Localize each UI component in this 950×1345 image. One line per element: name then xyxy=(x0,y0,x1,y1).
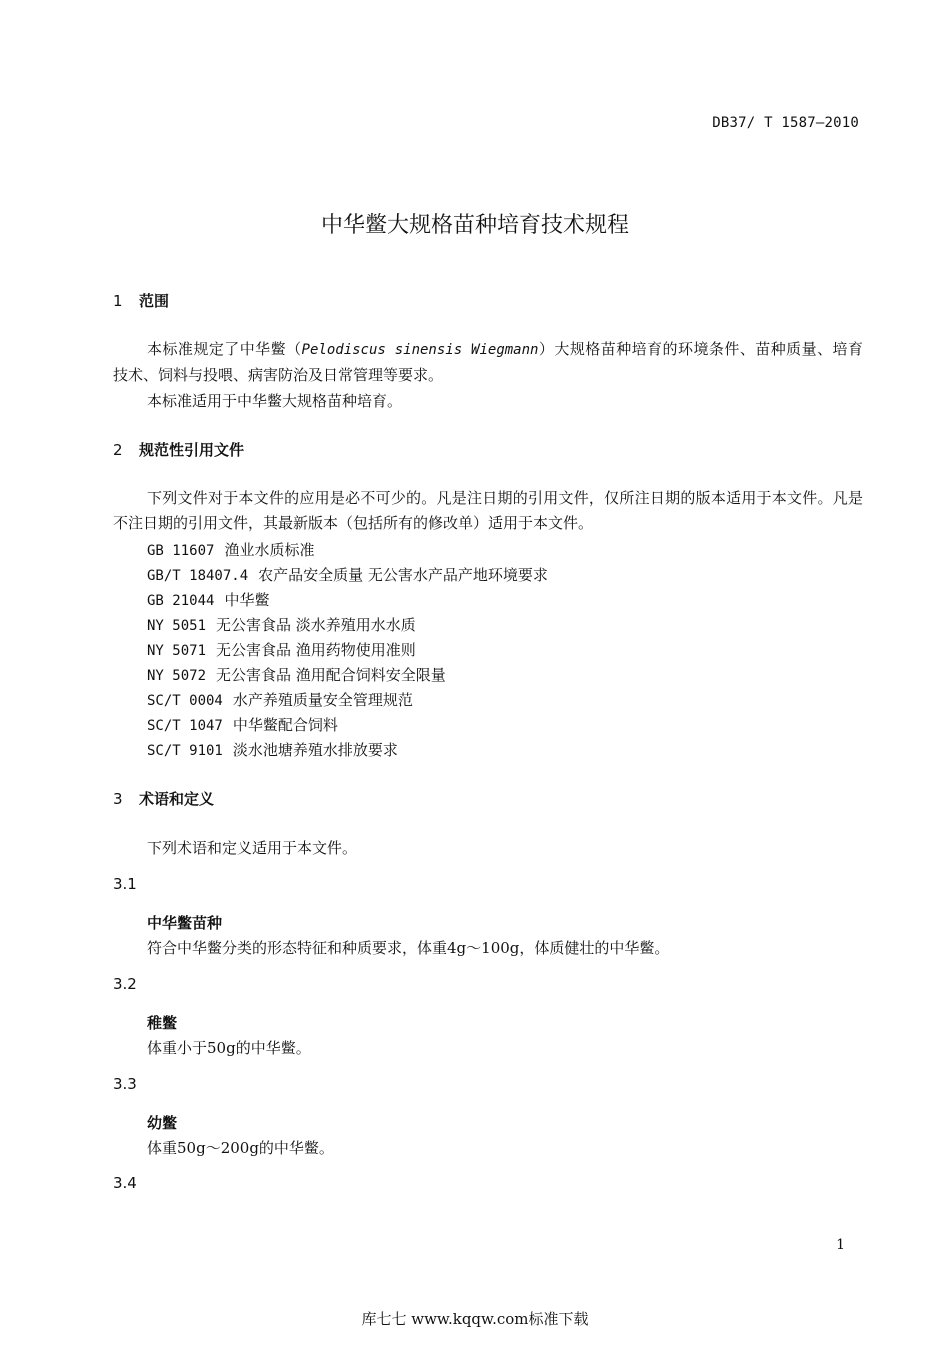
reference-code: SC/T 9101 xyxy=(147,743,223,759)
section-number: 2 xyxy=(113,441,123,459)
reference-code: NY 5071 xyxy=(147,643,207,659)
reference-code: GB/T 18407.4 xyxy=(147,568,249,584)
reference-item xyxy=(147,539,314,560)
scope-paragraph-2: 本标准适用于中华鳖大规格苗种培育。 xyxy=(147,392,403,410)
scope-paragraph-1 xyxy=(113,337,863,388)
reference-name: 无公害食品 渔用药物使用准则 xyxy=(216,641,416,659)
document-code: DB37/ T 1587—2010 xyxy=(712,115,859,131)
document-title: 中华鳖大规格苗种培育技术规程 xyxy=(320,213,629,238)
page-number: 1 xyxy=(836,1237,845,1253)
reference-name: 无公害食品 淡水养殖用水水质 xyxy=(216,616,416,634)
scope-text-post: ）大规格苗种培育的环境条件、苗种质量、培育技术、饲料与投喂、病害防治及日常管理等要求。 xyxy=(113,340,863,384)
term-name: 幼鳖 xyxy=(147,1114,178,1132)
terms-intro: 下列术语和定义适用于本文件。 xyxy=(147,839,358,857)
reference-item xyxy=(147,639,416,660)
reference-name: 农产品安全质量 无公害水产品产地环境要求 xyxy=(258,566,548,584)
term-definition: 符合中华鳖分类的形态特征和种质要求，体重4g～100g，体质健壮的中华鳖。 xyxy=(147,939,670,957)
reference-name: 无公害食品 渔用配合饲料安全限量 xyxy=(216,666,446,684)
latin-name: Pelodiscus sinensis Wiegmann xyxy=(301,342,539,358)
reference-code: GB 11607 xyxy=(147,543,215,559)
footer-watermark-text: 库七七 www.kqqw.com标准下载 xyxy=(361,1310,589,1328)
term-number: 3.3 xyxy=(113,1075,137,1093)
term-name: 稚鳖 xyxy=(147,1014,178,1032)
reference-name: 水产养殖质量安全管理规范 xyxy=(232,691,413,709)
term-number: 3.2 xyxy=(113,975,137,993)
reference-item xyxy=(147,564,548,585)
reference-item xyxy=(147,689,413,710)
reference-item xyxy=(147,589,269,610)
reference-code: SC/T 1047 xyxy=(147,718,223,734)
section-3-heading xyxy=(113,788,214,809)
reference-item xyxy=(147,614,416,635)
term-definition: 体重小于50g的中华鳖。 xyxy=(147,1039,311,1057)
references-intro: 下列文件对于本文件的应用是必不可少的。凡是注日期的引用文件，仅所注日期的版本适用于本文件。凡是不注日期的引用文件，其最新版本（包括所有的修改单）适用于本文件。 xyxy=(113,489,863,532)
section-number: 3 xyxy=(113,790,123,808)
scope-text-pre: 本标准规定了中华鳖（ xyxy=(147,340,302,358)
section-title: 规范性引用文件 xyxy=(139,441,245,459)
reference-item xyxy=(147,664,446,685)
section-title: 范围 xyxy=(139,292,170,310)
term-number: 3.4 xyxy=(113,1174,137,1192)
reference-code: SC/T 0004 xyxy=(147,693,223,709)
reference-code: NY 5072 xyxy=(147,668,207,684)
reference-name: 淡水池塘养殖水排放要求 xyxy=(232,741,398,759)
reference-name: 中华鳖配合饲料 xyxy=(232,716,338,734)
reference-code: NY 5051 xyxy=(147,618,207,634)
term-name: 中华鳖苗种 xyxy=(147,914,223,932)
term-number: 3.1 xyxy=(113,875,137,893)
term-definition: 体重50g～200g的中华鳖。 xyxy=(147,1139,334,1157)
reference-item xyxy=(147,714,338,735)
section-number: 1 xyxy=(113,292,123,310)
section-title: 术语和定义 xyxy=(139,790,215,808)
reference-item xyxy=(147,739,398,760)
reference-name: 渔业水质标准 xyxy=(224,541,315,559)
section-1-heading xyxy=(113,290,169,311)
section-2-heading xyxy=(113,439,244,460)
reference-code: GB 21044 xyxy=(147,593,215,609)
reference-name: 中华鳖 xyxy=(224,591,270,609)
